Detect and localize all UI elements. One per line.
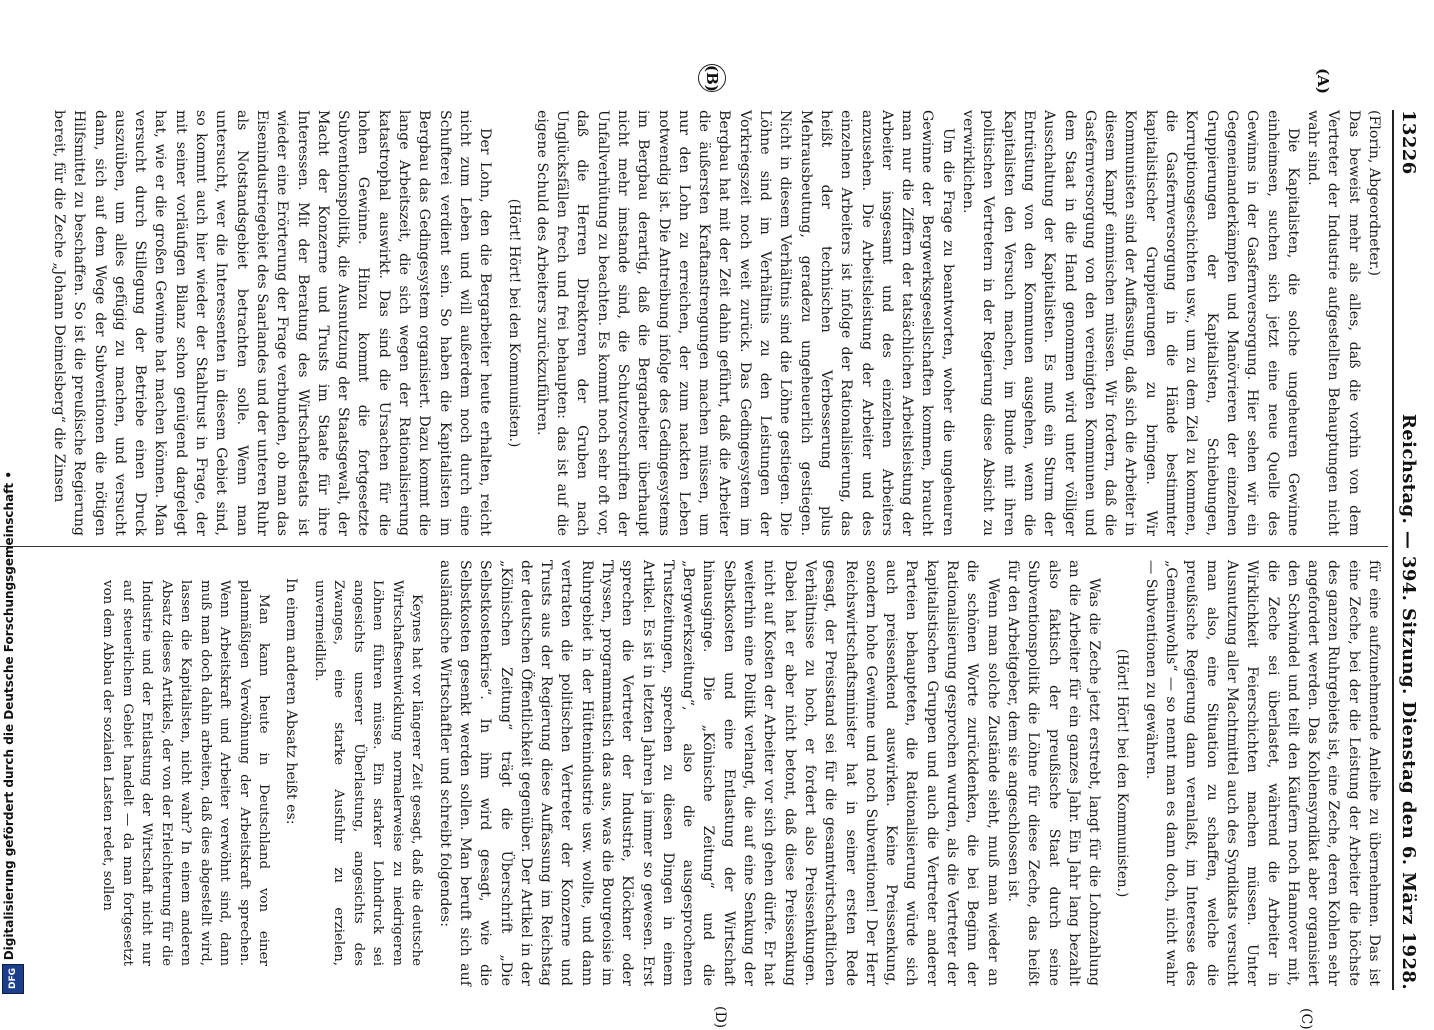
block-quote: Man kann heute in Deutschland von einer planmäßigen Verwöhnung der Arbeitskraft sprechen. Wenn Arbeitskraft und Arbeiter verwöhnt sind, dann muß man doch dahin arbeiten, daß dies abgestellt wird, lassen die Kapitalisten, nicht wahr? In einem anderen Absatz dieses Artikels, der von der Erleichterung für die Industrie und der Entlastung der Wirtschaft nicht nur auf steuerlichem Gebiet handelt — da man fortgesetzt von dem Abbau der sozialen Lasten redet, sollen [100, 580, 272, 966]
speaker-label: (Florin, Abgeordneter.) [1366, 110, 1382, 277]
column-divider [0, 546, 1388, 547]
margin-marker-b: (B) [698, 64, 726, 92]
credit-text: Digitalisierung gefördert durch die Deutsche Forschungsgemeinschaft • [2, 470, 16, 960]
paragraph: Was die Zeche jetzt erstrebt, langt für die Lohnzahlung an die Arbeiter für ein ganzes Jahr. Ein Jahr lang bezahlt also faktisch der preußische Staat durch seine Subventionspolitik die Löhne für diese Zeche, das heißt für den Arbeitgeber, dem sie angeschlossen ist. [1004, 560, 1103, 986]
page-title: Reichstag. — 394. Sitzung. Dienstag den 6. März 1928. [1398, 413, 1419, 990]
margin-marker-c: (C) [1298, 1008, 1314, 1030]
block-quote: Keynes hat vor längerer Zeit gesagt, daß die deutsche Wirtschaftsentwicklung normalerweise zu niedrigeren Löhnen führen müsse. Ein starker Lohndruck sei angesichts unserer Überlastung, angesichts des Zwanges, eine starke Ausfuhr zu erzielen, unvermeidlich. [311, 580, 425, 966]
interjection: (Hört! Hört! bei den Kommunisten.) [1114, 648, 1131, 898]
paragraph: Der Lohn, den die Bergarbeiter heute erhalten, reicht nicht zum Leben und will außerdem noch durch eine Schufterei verdient sein. So haben die Kapitalisten im Bergbau das Gedingesystem organisiert. Dazu kommt die lange Arbeitszeit, die sich wegen der Rationalisierung katastrophal auswirkt. Das sind die Ursachen für die hohen Gewinne. Hinzu kommt die fortgesetzte Subventionspolitik, die Ausnutzung der Staatsgewalt, der Macht der Konzerne und Trusts im Staate für ihre Interessen. Mit der Beratung des Wirtschaftsetats ist wieder eine Erörterung der Frage verbunden, ob man das Eisenindustriegebiet des Saarlandes und der unteren Ruhr als Notstandsgebiet betrachten solle. Wenn man untersucht, wer die Interessenten in diesem Gebiet sind, so kommt auch hier wieder der Stahltrust in Frage, der mit seiner vorläufigen Bilanz schon genügend dargelegt hat, wie er die großen Gewinne hat machen können. Man versucht durch Stillegung der Betriebe einen Druck auszuüben, um alles gefügig zu machen, und versucht dann, sich auf dem Wege der Subventionen die nötigen Hilfsmittel zu beschaffen. So ist die preußische Regierung bereit, für die Zeche „Johann Deimelsberg“ die Zinsen [51, 110, 494, 536]
page-number: 13226 [1398, 110, 1419, 175]
dfg-logo [2, 964, 24, 994]
margin-marker-d: (D) [712, 1006, 728, 1029]
page-header [1398, 110, 1434, 990]
paragraph: Wenn man solche Zustände sieht, muß man wieder an die schönen Worte zurückdenken, die bei Beginn der Rationalisierung gesprochen wurden, als die Vertreter der kapitalistischen Gruppen und auch die Vertreter anderer Parteien behaupteten, die Rationalisierung würde sich auch preissenkend auswirken. Keine Preissenkung, sondern hohe Gewinne und noch Subventionen! Der Herr Reichswirtschaftsminister hat in seiner ersten Rede gesagt, der Preisstand sei für die gesamtwirtschaftlichen Verhältnisse zu hoch, er fordert also Preissenkungen. Dabei hat er aber nicht betont, daß diese Preissenkung nicht auf Kosten der Arbeiter vor sich gehen dürfe. Er hat weiterhin eine Politik verlangt, die auf eine Senkung der Selbstkosten und eine Entlastung der Wirtschaft hinausgingе. Die „Kölnische Zeitung“ und die „Bergwerkszeitung“, also die ausgesprochenen Trustzeitungen, sprechen zu diesen Dingen in einem Artikel. Es ist in letzten Jahren ja immer so gewesen. Erst sprechen die Vertreter der Industrie, Klöckner oder Thyssen, programmatisch das aus, was die Bourgeoisie im Ruhrgebiet in der Hüttenindustrie usw. wollte, und dann vertraten die politischen Vertreter der Konzerne und Trusts aus der Regierung diese Auffassung im Reichstag der deutschen Öffentlichkeit gegenüber. Der Artikel in der „Kölnischen Zeitung“ trägt die Überschrift „Die Selbstkostenkrise“. In ihm wird gesagt, wie die Selbstkosten gesenkt werden sollen. Man beruft sich auf ausländische Wirtschaftler und schreibt folgendes: [436, 560, 1001, 986]
margin-marker-a: (A) [1314, 68, 1332, 94]
header-rule [1392, 110, 1394, 990]
digitization-credit [2, 376, 22, 996]
left-column [49, 110, 1384, 536]
paragraph: Um die Frage zu beantworten, woher die ungeheuren Gewinne der Bergwerksgesellschaften kommen, braucht man nur die Ziffern der tatsächlichen Arbeitsleistung der Arbeiter insgesamt und des einzelnen Arbeiters anzusehen. Die Arbeitsleistung der Arbeiter und des einzelnen Arbeiters ist infolge der Rationalisierung, das heißt der technischen Verbesserung plus Mehrausbeutung, geradezu ungeheuerlich gestiegen. Nicht in diesem Verhältnis sind die Löhne gestiegen. Die Löhne sind im Verhältnis zu den Leistungen der Vorkriegszeit noch weit zurück. Das Gedingesystem im Bergbau hat mit der Zeit dahin geführt, daß die Arbeiter die äußersten Kraftanstrengungen machen müssen, um nur den Lohn zu erreichen, der zum nackten Leben notwendig ist. Die Antreibung infolge des Gedingesystems im Bergbau derartig, daß die Bergarbeiter überhaupt nicht mehr imstande sind, die Schutzvorschriften der Unfallverhütung zu beachten. Es kommt noch sehr oft vor, daß die Herren Direktoren der Gruben nach Unglücksfällen frech und frei behaupten: das ist auf die eigene Schuld des Arbeiters zurückzuführen. [533, 110, 956, 536]
dfg-logo-text: DFG [8, 968, 18, 990]
paragraph: Das beweist mehr als alles, daß die vorhin von dem Vertreter der Industrie aufgestellten Behauptungen nicht wahr sind. [1305, 110, 1362, 536]
paragraph: für eine aufzunehmende Anleihe zu übernehmen. Das ist eine Zeche, bei der die Leistung der Arbeiter die höchste des ganzen Ruhrgebiets ist, eine Zeche, deren Kohlen sehr angefordert werden. Das Kohlensyndikat aber organisiert den Schwindel und teilt den Käufern noch Hannover mit, die Zeche sei überlastet, während die Arbeiter in Wirklichkeit Feierschichten machen müssen. Unter Ausnutzung aller Machtmittel auch des Syndikats versucht man also, eine Situation zu schaffen, welche die preußische Regierung dann veranlaßt, im Interesse des „Gemeinwohls“ — so nennt man es dann doch, nicht wahr — Subventionen zu gewähren. [1142, 560, 1382, 986]
right-column [90, 560, 1384, 986]
paragraph: Die Kapitalisten, die solche ungeheuren Gewinne einheimsen, suchen sich jetzt eine neue Quelle des Gewinns in der Gasfernversorgung. Hier sehen wir ein Gegeneinanderkämpfen und Manövrieren der einzelnen Gruppierungen der Kapitalisten, Schiebungen, Korruptionsgeschichten usw., um zu dem Ziel zu kommen, die Gasfernversorgung in die Hände bestimmter kapitalistischer Gruppierungen zu bringen. Wir Kommunisten sind der Auffassung, daß sich die Arbeiter in diesem Kampf einmischen müssen. Wir fordern, daß die Gasfernversorgung von den vereinigten Kommunen und dem Staat in die Hand genommen wird unter völliger Ausschaltung der Kapitalisten. Es muß ein Sturm der Entrüstung von den Kommunen ausgehen, wenn die Kapitalisten den Versuch machen, im Bunde mit ihren politischen Vertretern in der Regierung diese Absicht zu verwirklichen. [960, 110, 1301, 536]
paragraph: In einem anderen Absatz heißt es: [283, 578, 300, 825]
interjection: (Hört! Hört! bei den Kommunisten.) [505, 198, 522, 448]
